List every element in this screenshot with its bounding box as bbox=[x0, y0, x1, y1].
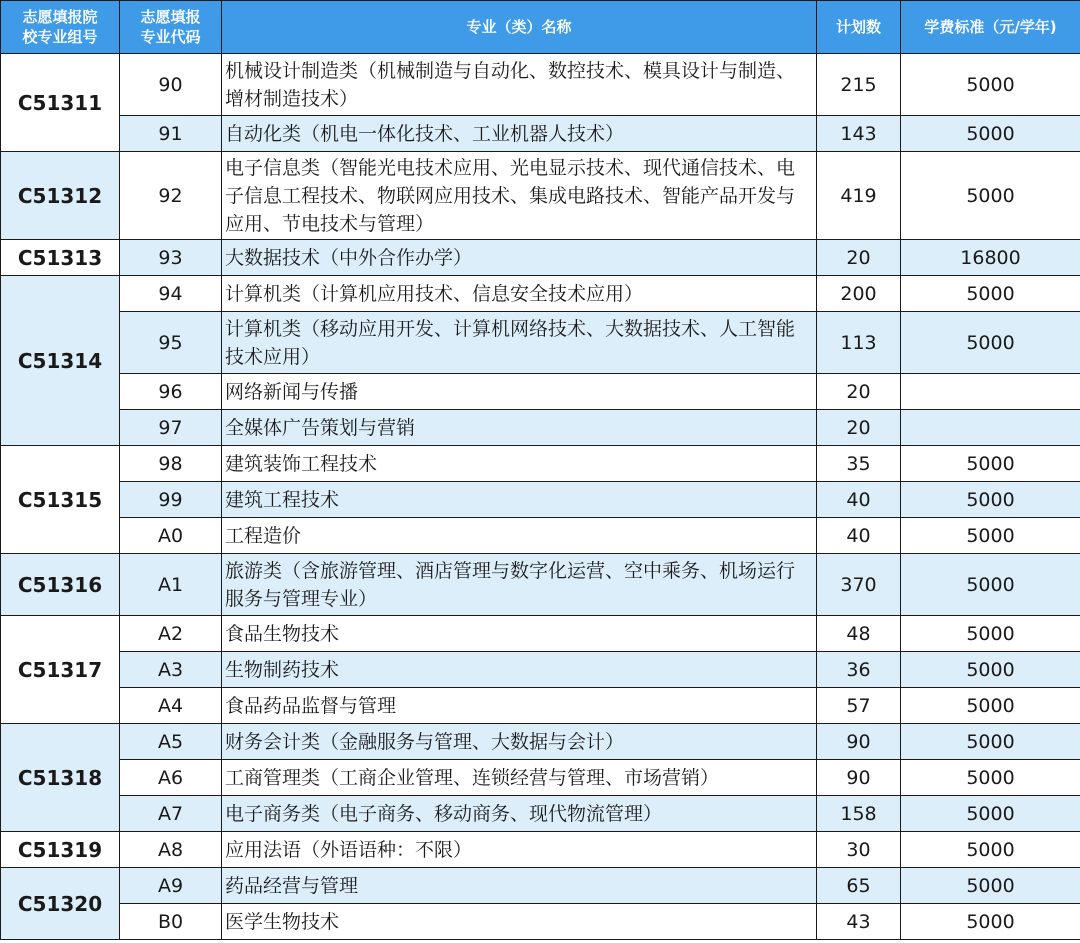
plan-count-cell: 35 bbox=[817, 446, 901, 482]
tuition-cell: 5000 bbox=[901, 446, 1080, 482]
major-code-cell: 95 bbox=[120, 312, 222, 374]
major-code-cell: A4 bbox=[120, 688, 222, 724]
major-name-cell: 电子信息类（智能光电技术应用、光电显示技术、现代通信技术、电子信息工程技术、物联网应用技术、集成电路技术、智能产品开发与应用、节电技术与管理） bbox=[222, 152, 817, 240]
major-name-cell: 计算机类（移动应用开发、计算机网络技术、大数据技术、人工智能技术应用） bbox=[222, 312, 817, 374]
group-number-cell: C51316 bbox=[1, 554, 120, 616]
plan-count-cell: 43 bbox=[817, 904, 901, 940]
table-row bbox=[1, 152, 1080, 240]
major-code-cell: 93 bbox=[120, 240, 222, 276]
major-name-cell: 工商管理类（工商企业管理、连锁经营与管理、市场营销） bbox=[222, 760, 817, 796]
plan-count-cell: 143 bbox=[817, 116, 901, 152]
major-code-cell: 96 bbox=[120, 374, 222, 410]
header-group-number-line1: 志愿填报院 bbox=[22, 8, 98, 26]
major-name-cell: 自动化类（机电一体化技术、工业机器人技术） bbox=[222, 116, 817, 152]
plan-count-cell: 65 bbox=[817, 868, 901, 904]
table-row bbox=[1, 832, 1080, 868]
plan-count-cell: 370 bbox=[817, 554, 901, 616]
table-row bbox=[1, 652, 1080, 688]
group-number-cell: C51312 bbox=[1, 152, 120, 240]
tuition-cell: 5000 bbox=[901, 832, 1080, 868]
table-row bbox=[1, 276, 1080, 312]
header-major-code-line2: 专业代码 bbox=[140, 28, 201, 46]
table-row bbox=[1, 446, 1080, 482]
major-code-cell: A0 bbox=[120, 518, 222, 554]
major-name-cell: 食品生物技术 bbox=[222, 616, 817, 652]
major-name-cell: 计算机类（计算机应用技术、信息安全技术应用） bbox=[222, 276, 817, 312]
header-row bbox=[1, 1, 1080, 54]
group-number-cell: C51314 bbox=[1, 276, 120, 446]
major-code-cell: A9 bbox=[120, 868, 222, 904]
tuition-cell: 5000 bbox=[901, 904, 1080, 940]
plan-count-cell: 90 bbox=[817, 724, 901, 760]
major-code-cell: A6 bbox=[120, 760, 222, 796]
header-major-name: 专业（类）名称 bbox=[222, 1, 817, 54]
table-row bbox=[1, 240, 1080, 276]
major-name-cell: 食品药品监督与管理 bbox=[222, 688, 817, 724]
table-row bbox=[1, 54, 1080, 116]
plan-count-cell: 48 bbox=[817, 616, 901, 652]
group-number-cell: C51311 bbox=[1, 54, 120, 152]
plan-count-cell: 419 bbox=[817, 152, 901, 240]
plan-count-cell: 113 bbox=[817, 312, 901, 374]
plan-count-cell: 158 bbox=[817, 796, 901, 832]
major-code-cell: A1 bbox=[120, 554, 222, 616]
tuition-cell bbox=[901, 410, 1080, 446]
group-number-cell: C51319 bbox=[1, 832, 120, 868]
major-name-cell: 建筑装饰工程技术 bbox=[222, 446, 817, 482]
table-row bbox=[1, 374, 1080, 410]
major-name-cell: 工程造价 bbox=[222, 518, 817, 554]
major-name-cell: 生物制药技术 bbox=[222, 652, 817, 688]
major-code-cell: 98 bbox=[120, 446, 222, 482]
table-row bbox=[1, 554, 1080, 616]
plan-count-cell: 200 bbox=[817, 276, 901, 312]
major-name-cell: 机械设计制造类（机械制造与自动化、数控技术、模具设计与制造、增材制造技术） bbox=[222, 54, 817, 116]
major-code-cell: 90 bbox=[120, 54, 222, 116]
plan-count-cell: 40 bbox=[817, 518, 901, 554]
major-name-cell: 建筑工程技术 bbox=[222, 482, 817, 518]
tuition-cell: 5000 bbox=[901, 688, 1080, 724]
major-name-cell: 应用法语（外语语种：不限） bbox=[222, 832, 817, 868]
table-row bbox=[1, 410, 1080, 446]
major-name-cell: 药品经营与管理 bbox=[222, 868, 817, 904]
header-plan-count: 计划数 bbox=[817, 1, 901, 54]
tuition-cell: 5000 bbox=[901, 724, 1080, 760]
table-row bbox=[1, 116, 1080, 152]
major-name-cell: 大数据技术（中外合作办学） bbox=[222, 240, 817, 276]
major-code-cell: A2 bbox=[120, 616, 222, 652]
plan-count-cell: 40 bbox=[817, 482, 901, 518]
major-code-cell: 92 bbox=[120, 152, 222, 240]
tuition-cell bbox=[901, 374, 1080, 410]
tuition-cell: 5000 bbox=[901, 312, 1080, 374]
plan-count-cell: 90 bbox=[817, 760, 901, 796]
table-row bbox=[1, 616, 1080, 652]
major-name-cell: 全媒体广告策划与营销 bbox=[222, 410, 817, 446]
major-name-cell: 医学生物技术 bbox=[222, 904, 817, 940]
table-row bbox=[1, 868, 1080, 904]
tuition-cell: 5000 bbox=[901, 54, 1080, 116]
table-row bbox=[1, 796, 1080, 832]
table-row bbox=[1, 312, 1080, 374]
major-name-cell: 网络新闻与传播 bbox=[222, 374, 817, 410]
tuition-cell: 5000 bbox=[901, 482, 1080, 518]
table-row bbox=[1, 904, 1080, 940]
tuition-cell: 5000 bbox=[901, 554, 1080, 616]
plan-count-cell: 20 bbox=[817, 410, 901, 446]
tuition-cell: 5000 bbox=[901, 116, 1080, 152]
major-name-cell: 旅游类（含旅游管理、酒店管理与数字化运营、空中乘务、机场运行服务与管理专业） bbox=[222, 554, 817, 616]
major-code-cell: A7 bbox=[120, 796, 222, 832]
major-code-cell: B0 bbox=[120, 904, 222, 940]
tuition-cell: 5000 bbox=[901, 152, 1080, 240]
major-name-cell: 财务会计类（金融服务与管理、大数据与会计） bbox=[222, 724, 817, 760]
tuition-cell: 5000 bbox=[901, 796, 1080, 832]
group-number-cell: C51317 bbox=[1, 616, 120, 724]
major-code-cell: A5 bbox=[120, 724, 222, 760]
header-tuition: 学费标准（元/学年) bbox=[901, 1, 1080, 54]
group-number-cell: C51315 bbox=[1, 446, 120, 554]
tuition-cell: 5000 bbox=[901, 276, 1080, 312]
table-row bbox=[1, 760, 1080, 796]
table-row bbox=[1, 518, 1080, 554]
plan-count-cell: 36 bbox=[817, 652, 901, 688]
header-major-code-line1: 志愿填报 bbox=[140, 8, 201, 26]
major-code-cell: 97 bbox=[120, 410, 222, 446]
table-row bbox=[1, 724, 1080, 760]
group-number-cell: C51313 bbox=[1, 240, 120, 276]
major-code-cell: 99 bbox=[120, 482, 222, 518]
plan-count-cell: 20 bbox=[817, 374, 901, 410]
major-code-cell: 94 bbox=[120, 276, 222, 312]
tuition-cell: 5000 bbox=[901, 518, 1080, 554]
table-row bbox=[1, 688, 1080, 724]
plan-count-cell: 215 bbox=[817, 54, 901, 116]
plan-count-cell: 20 bbox=[817, 240, 901, 276]
tuition-cell: 16800 bbox=[901, 240, 1080, 276]
plan-count-cell: 30 bbox=[817, 832, 901, 868]
table-row bbox=[1, 482, 1080, 518]
plan-count-cell: 57 bbox=[817, 688, 901, 724]
group-number-cell: C51318 bbox=[1, 724, 120, 832]
major-name-cell: 电子商务类（电子商务、移动商务、现代物流管理） bbox=[222, 796, 817, 832]
major-code-cell: A8 bbox=[120, 832, 222, 868]
header-group-number-line2: 校专业组号 bbox=[22, 28, 98, 46]
header-group-number bbox=[1, 1, 120, 54]
header-major-code bbox=[120, 1, 222, 54]
major-code-cell: 91 bbox=[120, 116, 222, 152]
tuition-cell: 5000 bbox=[901, 868, 1080, 904]
major-code-cell: A3 bbox=[120, 652, 222, 688]
tuition-cell: 5000 bbox=[901, 616, 1080, 652]
group-number-cell: C51320 bbox=[1, 868, 120, 940]
tuition-cell: 5000 bbox=[901, 652, 1080, 688]
tuition-cell: 5000 bbox=[901, 760, 1080, 796]
